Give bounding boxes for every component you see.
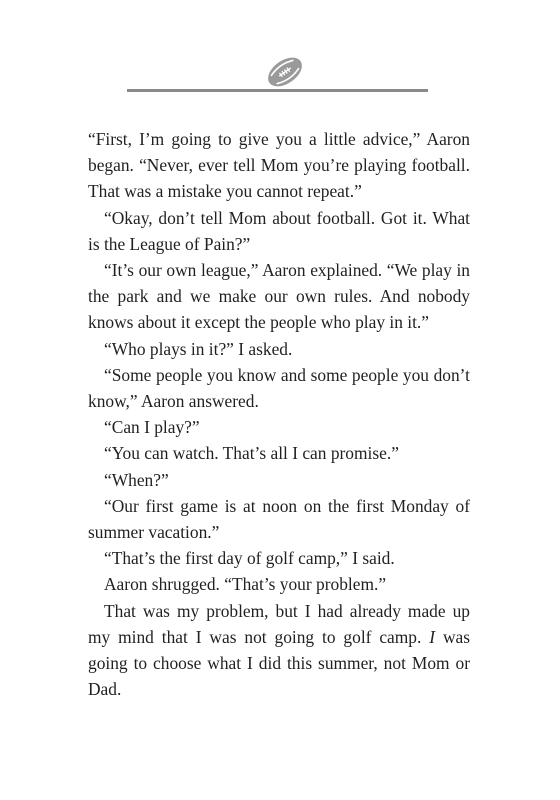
final-paragraph-italic: I: [429, 626, 436, 647]
paragraph: “Our first game is at noon on the first Monday of summer vacation.”: [88, 495, 470, 543]
paragraph: “Some people you know and some people you don’t know,” Aaron answered.: [88, 364, 470, 412]
paragraph: “You can watch. That’s all I can promise.”: [104, 443, 399, 464]
chapter-header: [0, 0, 560, 100]
paragraph: “Okay, don’t tell Mom about football. Got it. What is the League of Pain?”: [88, 207, 470, 254]
football-icon: [262, 54, 308, 90]
final-paragraph: [88, 598, 470, 703]
paragraph: “When?”: [104, 469, 169, 490]
final-paragraph-text-end: was going to choose what I did this summer, not Mom or Dad.: [88, 626, 470, 700]
paragraph: “Can I play?”: [104, 417, 200, 438]
paragraph: “First, I’m going to give you a little advice,” Aaron began. “Never, ever tell Mom you’re playing football. That was a mistake you cannot repeat.”: [88, 129, 470, 202]
header-rule: [127, 89, 428, 92]
final-paragraph-text-start: That was my problem, but I had already made up my mind that I was not going to golf camp.: [88, 600, 470, 647]
paragraph: “That’s the first day of golf camp,” I said.: [104, 548, 395, 569]
paragraph: Aaron shrugged. “That’s your problem.”: [104, 574, 387, 595]
paragraph: “It’s our own league,” Aaron explained. “We play in the park and we make our own rules. And nobody knows about it except the people who play in it.”: [88, 260, 470, 333]
paragraph: “Who plays in it?” I asked.: [104, 338, 293, 359]
page-body: [88, 126, 470, 702]
